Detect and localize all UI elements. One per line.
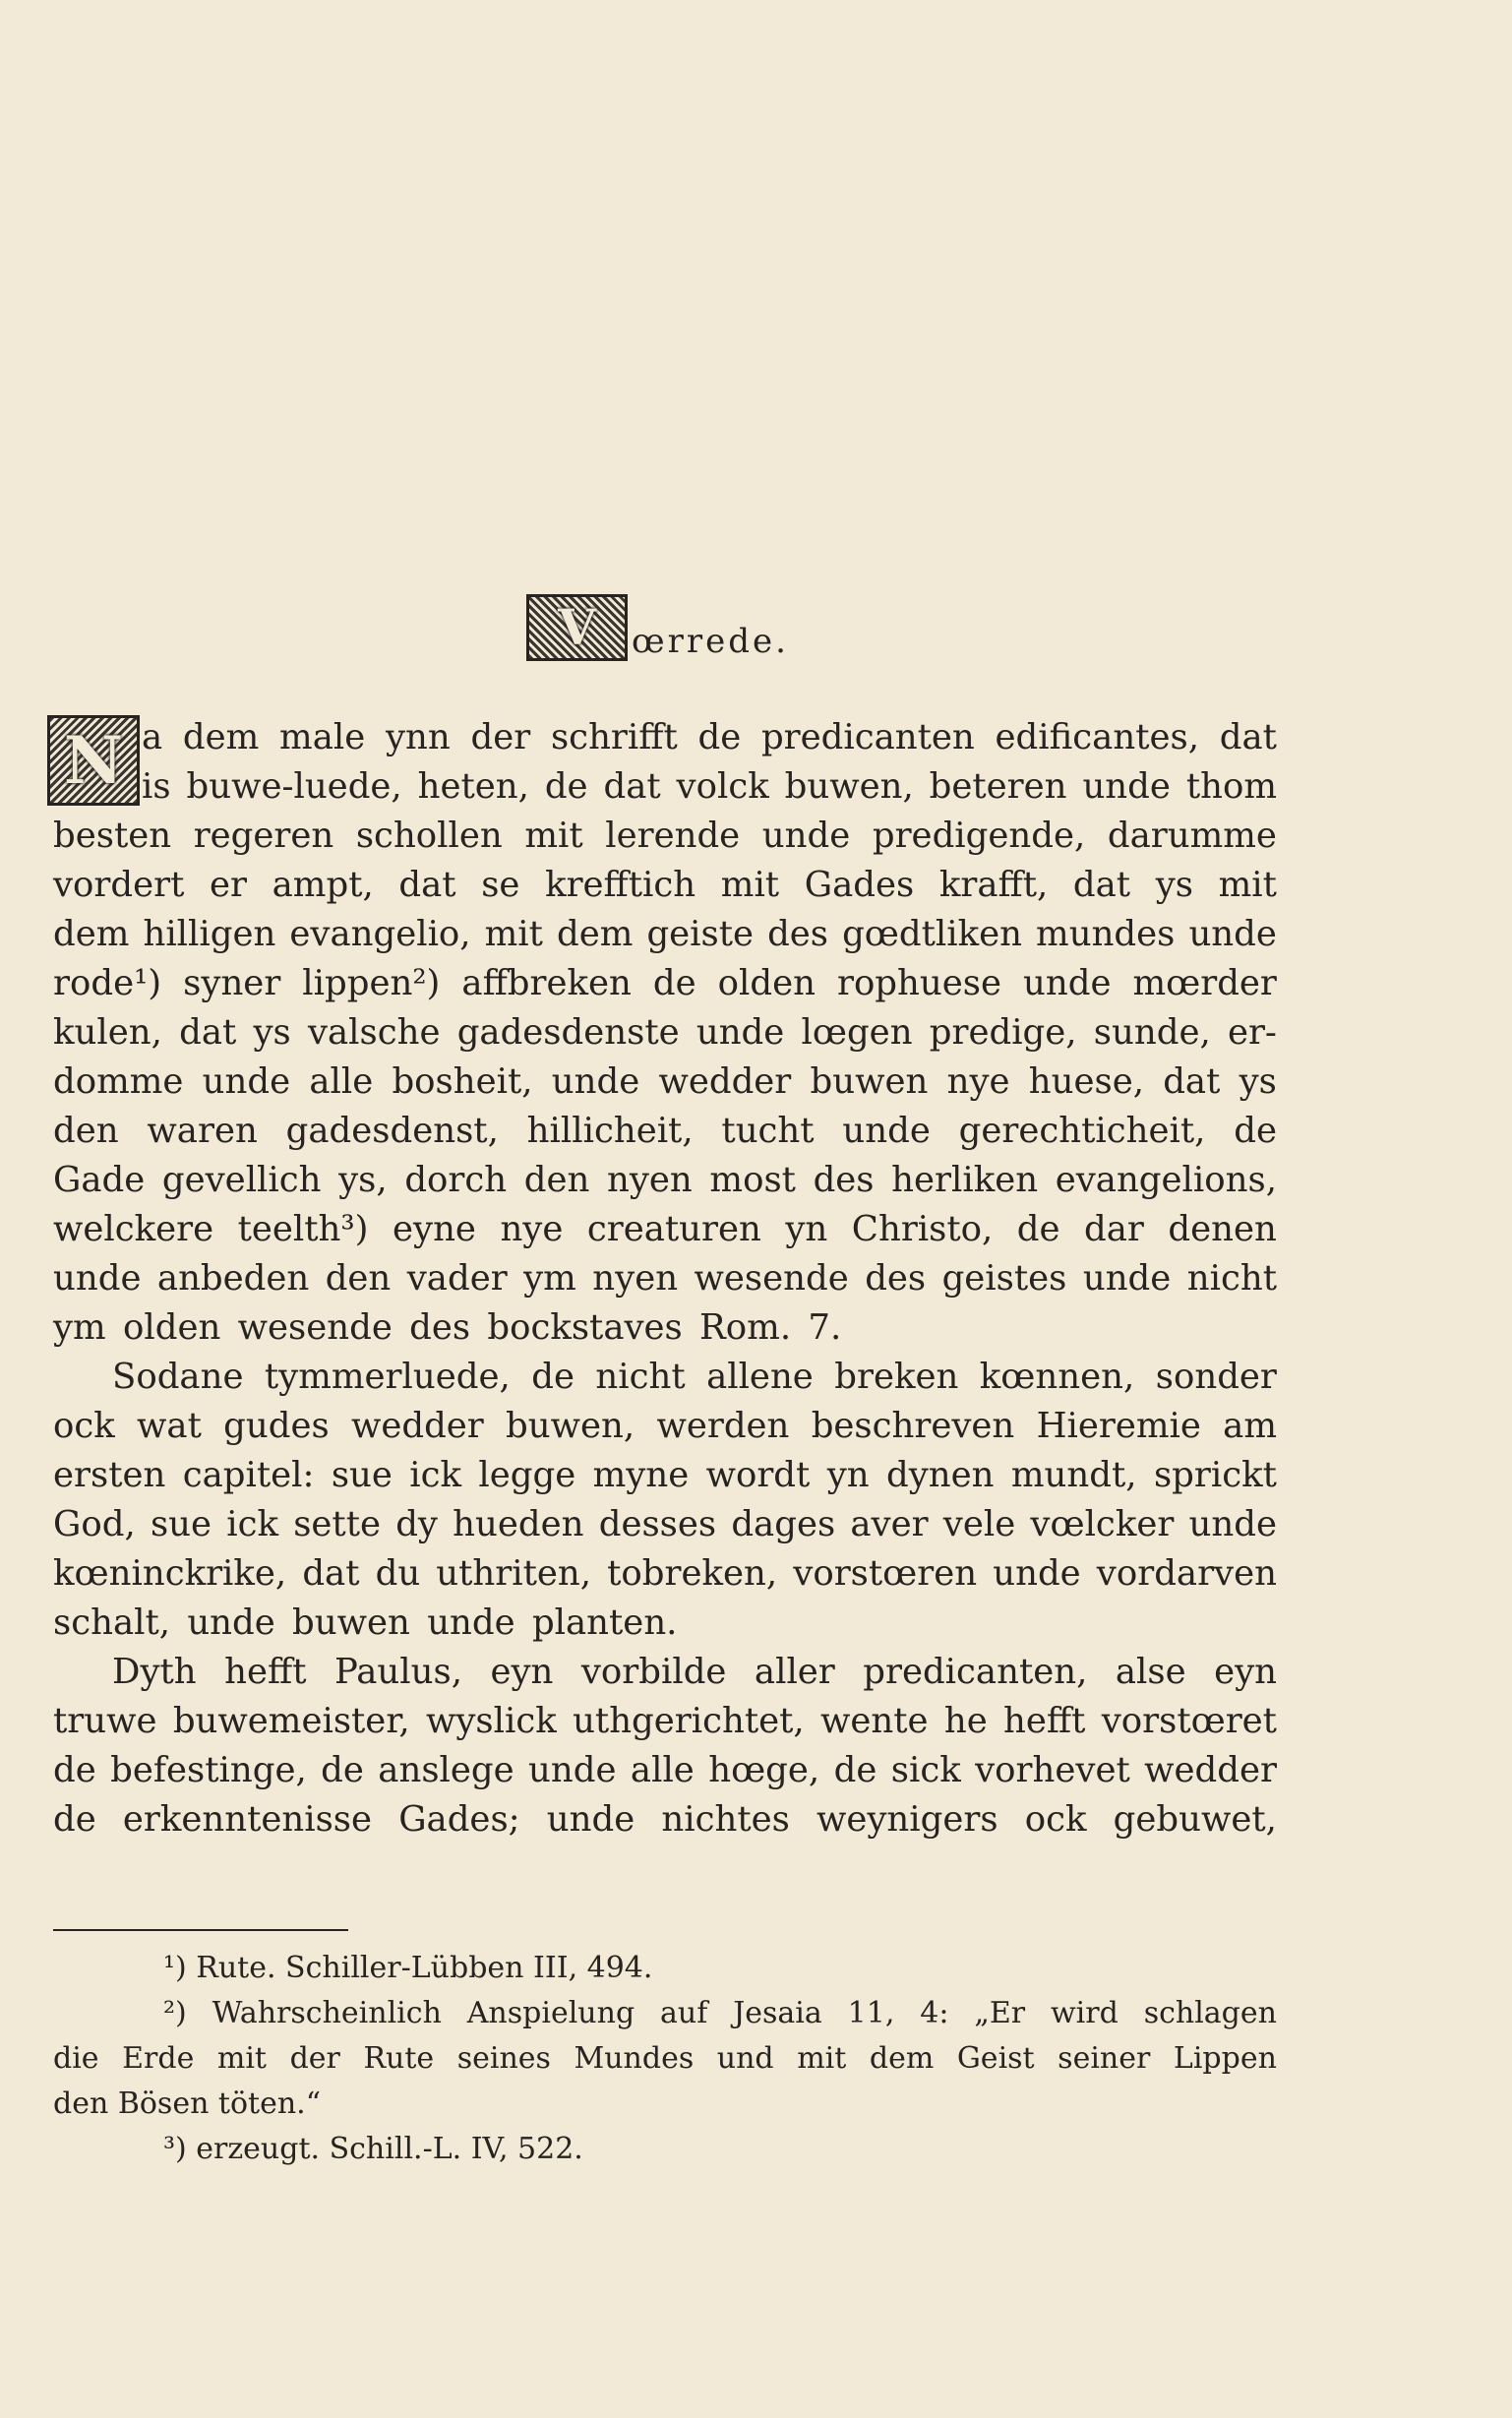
footnote: ³) erzeugt. Schill.-L. IV, 522. — [163, 2132, 583, 2166]
text-line: schalt, unde buwen unde planten. — [53, 1602, 678, 1643]
text-line: a dem male ynn der schrifft de predicanten edificantes, dat — [142, 717, 1277, 757]
text-line: unde anbeden den vader ym nyen wesende des geistes unde nicht — [53, 1258, 1277, 1299]
body-text — [53, 713, 1277, 1844]
text-line: de erkenntenisse Gades; unde nichtes weynigers ock gebuwet, — [53, 1799, 1277, 1840]
text-line: truwe buwemeister, wyslick uthgerichtet, wente he hefft vorstœret — [53, 1701, 1277, 1741]
footnote-continuation: den Bösen töten.“ — [53, 2086, 322, 2121]
text-line: God, sue ick sette dy hueden desses dages aver vele vœlcker unde — [53, 1504, 1277, 1544]
text-line: is buwe-luede, heten, de dat volck buwen, beteren unde thom — [142, 766, 1277, 807]
text-line: Gade gevellich ys, dorch den nyen most des herliken evangelions, — [53, 1160, 1277, 1200]
text-line: domme unde alle bosheit, unde wedder buwen nye huese, dat ys — [53, 1061, 1277, 1102]
text-line: dem hilligen evangelio, mit dem geiste des gœdtliken mundes unde — [53, 914, 1277, 954]
text-line: ock wat gudes wedder buwen, werden beschreven Hieremie am — [53, 1406, 1277, 1446]
text-line: Sodane tymmerluede, de nicht allene breken kœnnen, sonder — [112, 1357, 1277, 1397]
text-line: de befestinge, de anslege unde alle hœge, de sick vorhevet wedder — [53, 1750, 1277, 1790]
decorated-initial-heading: V — [526, 594, 628, 661]
text-line: den waren gadesdenst, hillicheit, tucht unde gerechticheit, de — [53, 1111, 1277, 1151]
section-heading — [526, 594, 841, 661]
text-line: besten regeren schollen mit lerende unde predigende, darumme — [53, 816, 1277, 856]
footnote-continuation: die Erde mit der Rute seines Mundes und mit dem Geist seiner Lippen — [53, 2041, 1277, 2076]
heading-text: œrrede. — [632, 622, 789, 661]
text-line: ym olden wesende des bockstaves Rom. 7. — [53, 1307, 842, 1348]
text-line: vordert er ampt, dat se krefftich mit Gades krafft, dat ys mit — [53, 865, 1277, 905]
text-line: Dyth hefft Paulus, eyn vorbilde aller predicanten, alse eyn — [112, 1652, 1277, 1692]
text-line: kœninckrike, dat du uthriten, tobreken, vorstœren unde vordarven — [53, 1553, 1277, 1594]
footnote-rule — [53, 1929, 348, 1931]
footnotes — [53, 1946, 1277, 2172]
text-line: welckere teelth³) eyne nye creaturen yn Christo, de dar denen — [53, 1209, 1277, 1249]
decorated-drop-cap: N — [47, 715, 140, 806]
text-line: ersten capitel: sue ick legge myne wordt yn dynen mundt, sprickt — [53, 1455, 1277, 1495]
text-line: rode¹) syner lippen²) affbreken de olden rophuese unde mœrder — [53, 963, 1277, 1003]
footnote: ¹) Rute. Schiller-Lübben III, 494. — [163, 1951, 653, 1985]
text-line: kulen, dat ys valsche gadesdenste unde lœgen predige, sunde, er- — [53, 1012, 1277, 1053]
footnote: ²) Wahrscheinlich Anspielung auf Jesaia 11, 4: „Er wird schlagen — [163, 1996, 1277, 2030]
